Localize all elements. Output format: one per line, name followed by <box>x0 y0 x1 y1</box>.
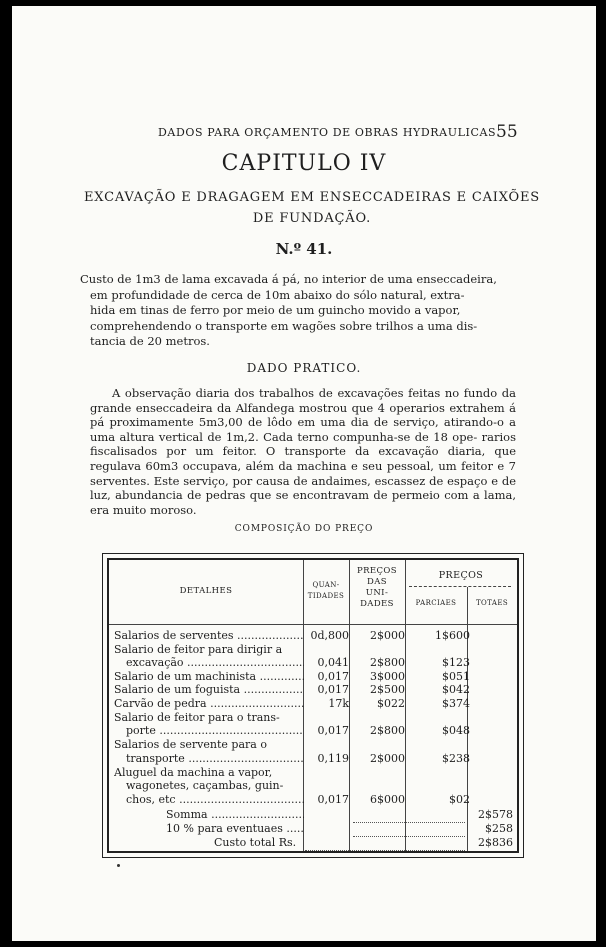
row-qty: 0d,800 <box>310 629 349 642</box>
header-parciaes: PARCIAES <box>415 599 457 607</box>
price-table-inner <box>107 558 519 853</box>
paragraph-line: rarios fiscalisados por um feitor. O transporte da excavação diaria, <box>90 429 516 459</box>
paragraph-line: á pá proximamente 5m3,00 de lôdo em uma dia de serviço, atirando-o <box>90 400 517 430</box>
lead-line: comprehendendo o transporte em wagões sobre trilhos a uma dis- <box>90 318 478 333</box>
section-heading: DADO PRATICO. <box>246 361 362 375</box>
row-detail: wagonetes, caçambas, guin- <box>126 779 284 792</box>
summary-label: Custo total Rs. <box>214 836 297 849</box>
paragraph-line: que regulava 60m3 occupava, além da machina e seu pessoal, um feitor <box>90 444 516 473</box>
table-caption: COMPOSIÇÃO DO PREÇO <box>234 524 374 534</box>
header-precos-unidades-line: UNI- <box>365 588 389 598</box>
summary-leader <box>305 836 465 851</box>
book-page <box>12 6 596 941</box>
row-detail: chos, etc ..... <box>114 793 304 807</box>
page-number: 55 <box>496 122 518 142</box>
chapter-subtitle <box>72 187 552 229</box>
row-qty: 0,017 <box>317 683 349 696</box>
row-detail: Salario de um machinista ..... <box>114 670 304 684</box>
row-qty: 0,017 <box>317 724 349 737</box>
row-detail: transporte ..... <box>114 752 304 766</box>
lead-paragraph <box>80 272 515 350</box>
paragraph-line: e 7 serventes. Este serviço, por causa de andaimes, escassez de espaço <box>90 458 517 488</box>
row-partial: $048 <box>442 724 470 737</box>
header-quantidades-line: QUAN- <box>312 581 340 589</box>
row-unit-price: $022 <box>377 697 405 710</box>
row-partial: $042 <box>442 683 470 696</box>
summary-row <box>109 822 517 836</box>
chapter-subtitle-line-2: DE FUNDAÇÃO. <box>252 211 372 226</box>
header-precos-unidades <box>349 566 405 610</box>
row-partial: $374 <box>442 697 470 710</box>
summary-total: $258 <box>485 822 513 835</box>
row-qty: 0,017 <box>317 670 349 683</box>
row-qty: 0,041 <box>317 656 349 669</box>
row-qty: 0,119 <box>317 752 349 765</box>
paragraph-line: A observação diaria dos trabalhos de excavações feitas no fundo <box>112 386 498 400</box>
body-paragraph <box>90 386 516 517</box>
running-title: DADOS PARA ORÇAMENTO DE OBRAS HYDRAULICAS <box>158 126 497 139</box>
table-row <box>109 697 517 711</box>
row-unit-price: 3$000 <box>370 670 405 683</box>
table-row <box>109 711 517 725</box>
row-partial: $238 <box>442 752 470 765</box>
table-row <box>109 656 517 670</box>
row-partial: $123 <box>442 656 470 669</box>
page-speck <box>117 864 120 867</box>
header-precos-group: PREÇOS <box>438 570 484 581</box>
row-unit-price: 2$800 <box>370 656 405 669</box>
chapter-subtitle-line-1: EXCAVAÇÃO E DRAGAGEM EM ENSECCADEIRAS E CAIXÕES <box>83 190 541 205</box>
summary-row <box>109 808 517 822</box>
row-detail: Carvão de pedra ..... <box>114 697 304 711</box>
header-quantidades-line: TIDADES <box>307 592 345 600</box>
header-totaes: TOTAES <box>475 599 509 607</box>
header-precos-unidades-line: PREÇOS <box>356 566 398 576</box>
row-unit-price: 2$800 <box>370 724 405 737</box>
table-row <box>109 670 517 684</box>
row-detail: Salarios de serventes ..... <box>114 629 304 643</box>
summary-total: 2$836 <box>478 836 513 849</box>
lead-line: em profundidade de cerca de 10m abaixo do sólo natural, extra- <box>90 287 465 302</box>
row-detail: excavação ..... <box>114 656 304 670</box>
table-row <box>109 793 517 807</box>
row-partial: 1$600 <box>435 629 470 642</box>
chapter-title: CAPITULO IV <box>221 151 387 176</box>
row-partial: $051 <box>442 670 470 683</box>
row-unit-price: 2$000 <box>370 629 405 642</box>
row-qty: 17k <box>328 697 349 710</box>
lead-line: tancia de 20 metros. <box>90 334 210 349</box>
row-partial: $02 <box>449 793 470 806</box>
table-row <box>109 724 517 738</box>
paragraph-line: a lama, era muito moroso. <box>90 488 516 517</box>
summary-leader <box>353 808 465 823</box>
summary-leader <box>353 822 465 837</box>
table-row <box>109 683 517 697</box>
row-detail: Salario de feitor para o trans- <box>114 711 280 724</box>
summary-row <box>109 836 517 850</box>
row-detail: Salarios de servente para o <box>114 738 267 751</box>
row-qty: 0,017 <box>317 793 349 806</box>
header-rule <box>109 624 517 625</box>
price-table <box>102 553 524 858</box>
summary-total: 2$578 <box>478 808 513 821</box>
lead-line: Custo de 1m3 de lama excavada á pá, no interior de uma enseccadeira, <box>80 272 497 286</box>
header-quantidades <box>303 580 349 602</box>
paragraph-line: e de luz, abundancia de pedras que se encontravam de permeio com <box>90 473 516 503</box>
table-row <box>109 643 517 657</box>
table-row <box>109 752 517 766</box>
header-precos-unidades-line: DADES <box>360 599 394 609</box>
item-number: N.º 41. <box>275 240 333 258</box>
summary-label: 10 % para eventuaes ..... <box>114 822 304 836</box>
lead-line: hida em tinas de ferro por meio de um guincho movido a vapor, <box>90 303 461 318</box>
table-row <box>109 629 517 643</box>
header-precos-unidades-line: DAS <box>367 577 387 587</box>
group-rule <box>409 586 511 587</box>
row-detail: Salario de feitor para dirigir a <box>114 643 283 656</box>
header-detalhes: DETALHES <box>179 586 233 596</box>
paragraph-line: a uma altura vertical de 1m,2. Cada terno compunha-se de 18 ope- <box>90 415 517 444</box>
row-unit-price: 2$000 <box>370 752 405 765</box>
table-row <box>109 738 517 752</box>
summary-label: Somma ..... <box>114 808 304 822</box>
paragraph-line: da grande enseccadeira da Alfandega mostrou que 4 operarios extrahem <box>90 386 517 415</box>
row-detail: porte ..... <box>114 724 304 738</box>
row-detail: Aluguel da machina a vapor, <box>114 766 273 779</box>
table-row <box>109 779 517 793</box>
row-unit-price: 6$000 <box>370 793 405 806</box>
table-row <box>109 766 517 780</box>
row-detail: Salario de um foguista ..... <box>114 683 304 697</box>
row-unit-price: 2$500 <box>370 683 405 696</box>
